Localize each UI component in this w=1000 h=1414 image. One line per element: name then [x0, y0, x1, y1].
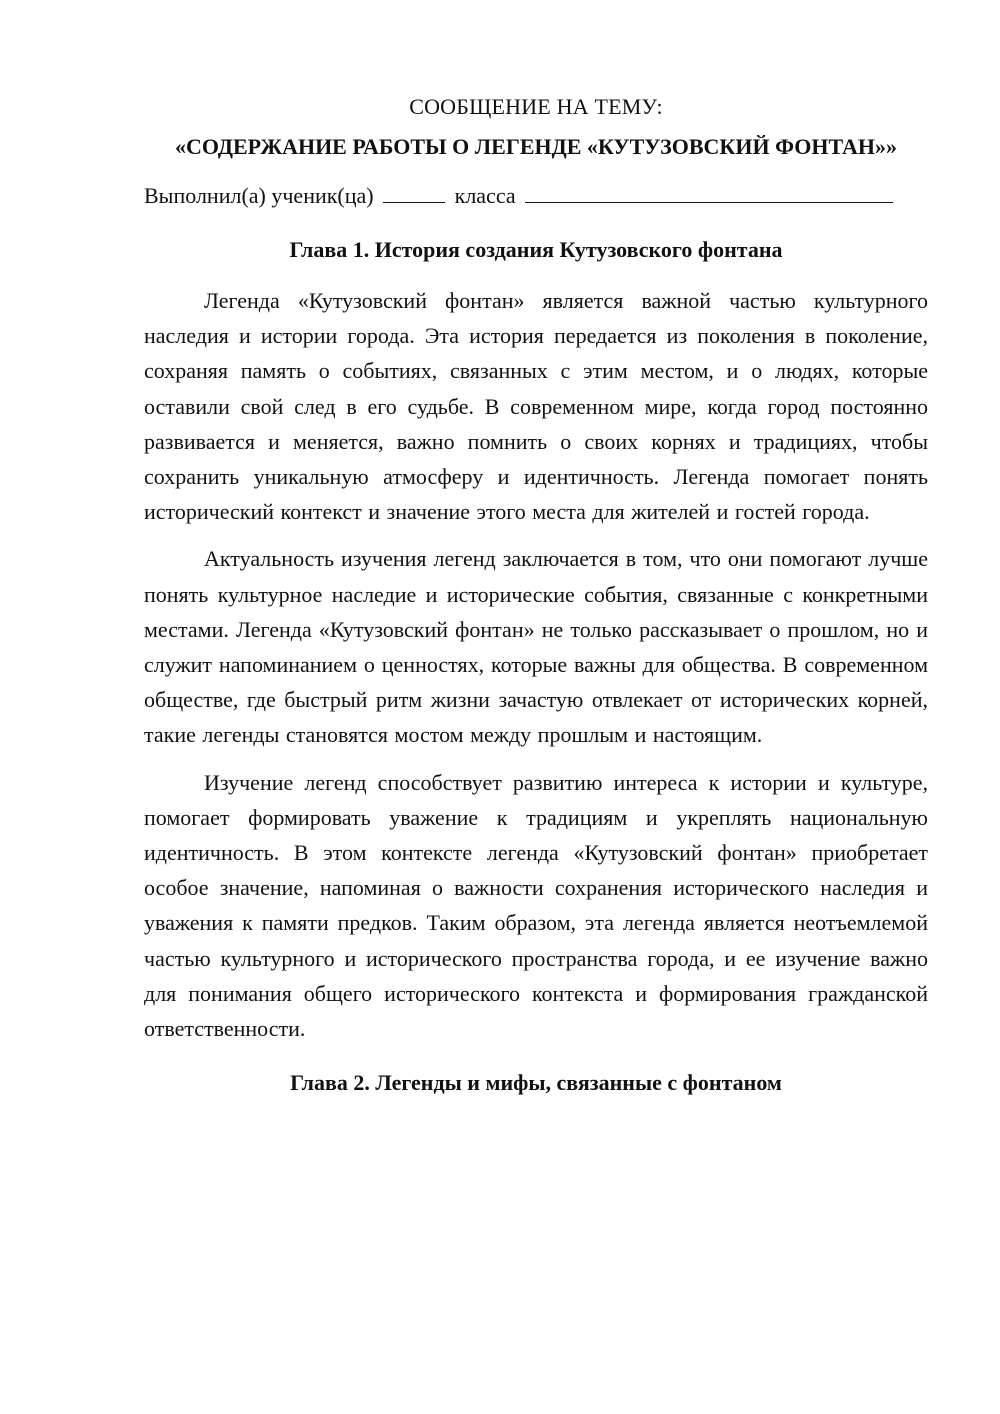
- chapter1-title: Глава 1. История создания Кутузовского фонтана: [289, 237, 783, 262]
- chapter1-paragraph-2: Актуальность изучения легенд заключается в том, что они помогают лучше понять культурное наследие и исторические события, связанные с конкретными местами. Легенда «Кутузовский фонтан» не только рассказывает о прошлом, но и служит напоминанием о ценностях, которые важны для общества. В современном обществе, где быстрый ритм жизни зачастую отвлекает от исторических корней, такие легенды становятся мостом между прошлым и настоящим.: [144, 546, 928, 748]
- document-page: [144, 90, 928, 1100]
- chapter1-paragraph-1: Легенда «Кутузовский фонтан» является важной частью культурного наследия и истории города. Эта история передается из поколения в поколение, сохраняя память о событиях, связанных с этим местом, и о людях, которые оставили свой след в его судьбе. В современном мире, когда город постоянно развивается и меняется, важно помнить о своих корнях и традициях, чтобы сохранить уникальную атмосферу и идентичность. Легенда помогает понять исторический контекст и значение этого места для жителей и гостей города.: [144, 288, 928, 525]
- grade-blank: [383, 186, 445, 203]
- student-label: Выполнил(а) ученик(ца): [144, 183, 374, 208]
- student-line: [144, 179, 928, 213]
- chapter1-paragraph-3: Изучение легенд способствует развитию интереса к истории и культуре, помогает формировать уважение к традициям и укреплять национальную идентичность. В этом контексте легенда «Кутузовский фонтан» приобретает особое значение, напоминая о важности сохранения исторического наследия и уважения к памяти предков. Таким образом, эта легенда является неотъемлемой частью культурного и исторического пространства города, и ее изучение важно для понимания общего исторического контекста и формирования гражданской ответственности.: [144, 769, 928, 1042]
- class-label: класса: [454, 183, 516, 208]
- topic-heading: СООБЩЕНИЕ НА ТЕМУ:: [409, 94, 663, 119]
- chapter2-title: Глава 2. Легенды и мифы, связанные с фонтаном: [290, 1070, 782, 1096]
- document-title: «СОДЕРЖАНИЕ РАБОТЫ О ЛЕГЕНДЕ «КУТУЗОВСКИЙ ФОНТАН»»: [174, 134, 898, 159]
- name-blank: [525, 186, 893, 203]
